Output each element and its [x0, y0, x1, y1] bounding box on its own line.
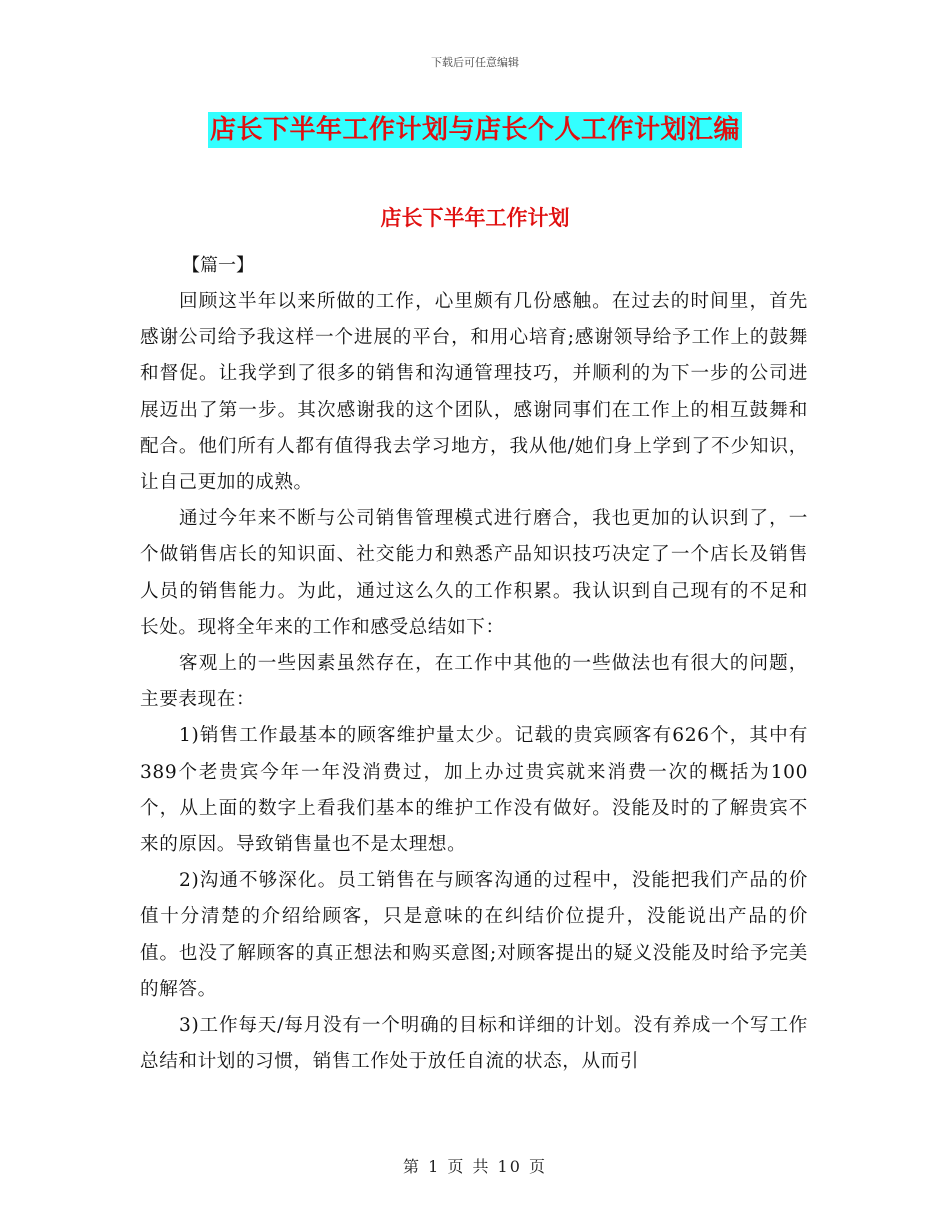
- section-marker: 【篇一】: [182, 255, 254, 276]
- document-body: [140, 248, 808, 1080]
- paragraph: 1)销售工作最基本的顾客维护量太少。记载的贵宾顾客有626个，其中有389个老贵宾今年一年没消费过，加上办过贵宾就来消费一次的概括为100个，从上面的数字上看我们基本的维护工作没有做好。没能及时的了解贵宾不来的原因。导致销售量也不是太理想。: [140, 725, 808, 856]
- main-title-container: [0, 112, 950, 148]
- main-title: 店长下半年工作计划与店长个人工作计划汇编: [208, 112, 742, 148]
- page-footer: 第 1 页 共 10 页: [403, 1157, 547, 1176]
- paragraph: 回顾这半年以来所做的工作，心里颇有几份感触。在过去的时间里，首先感谢公司给予我这样一个进展的平台，和用心培育;感谢领导给予工作上的鼓舞和督促。让我学到了很多的销售和沟通管理技巧，并顺利的为下一步的公司进展迈出了第一步。其次感谢我的这个团队，感谢同事们在工作上的相互鼓舞和配合。他们所有人都有值得我去学习地方，我从他/她们身上学到了不少知识，让自己更加的成熟。: [140, 291, 808, 494]
- paragraph: 通过今年来不断与公司销售管理模式进行磨合，我也更加的认识到了，一个做销售店长的知识面、社交能力和熟悉产品知识技巧决定了一个店长及销售人员的销售能力。为此，通过这么久的工作积累。我认识到自己现有的不足和长处。现将全年来的工作和感受总结如下：: [140, 508, 808, 638]
- paragraph: 客观上的一些因素虽然存在，在工作中其他的一些做法也有很大的问题，主要表现在：: [140, 653, 808, 711]
- paragraph: 2)沟通不够深化。员工销售在与顾客沟通的过程中，没能把我们产品的价值十分清楚的介绍给顾客，只是意味的在纠结价位提升，没能说出产品的价值。也没了解顾客的真正想法和购买意图;对顾客提出的疑义没能及时给予完美的解答。: [140, 870, 808, 1000]
- paragraph: 3)工作每天/每月没有一个明确的目标和详细的计划。没有养成一个写工作总结和计划的习惯，销售工作处于放任自流的状态，从而引: [140, 1015, 808, 1073]
- section-title: 店长下半年工作计划: [380, 206, 570, 230]
- page-header-note: 下载后可任意编辑: [431, 56, 519, 69]
